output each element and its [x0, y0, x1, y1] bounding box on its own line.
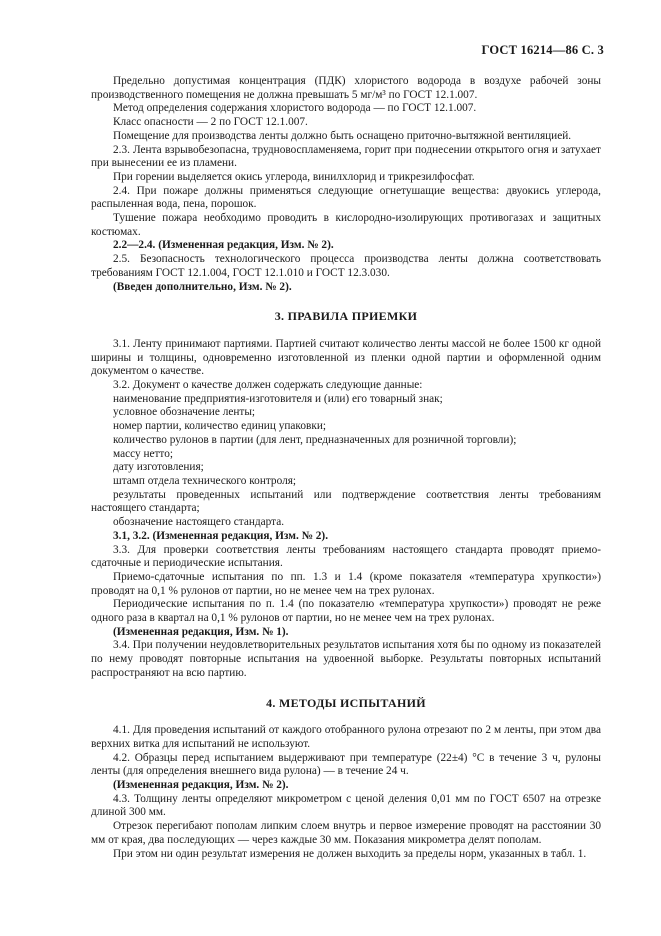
- list-item: условное обозначение ленты;: [113, 406, 256, 419]
- paragraph: Тушение пожара необходимо проводить в кислородно-изолирующих противогазах и защитных костюмах.: [91, 212, 601, 238]
- paragraph: 3.3. Для проверки соответствия ленты требованиям настоящего стандарта проводят приемо-сдаточные и периодические испытания.: [91, 543, 601, 570]
- paragraph: Приемо-сдаточные испытания по пп. 1.3 и 1.4 (кроме показателя «температура хрупкости») проводят на 0,1 % рулонов от партии, но не менее чем на трех рулонах.: [91, 570, 601, 597]
- list-item: обозначение настоящего стандарта.: [113, 516, 285, 529]
- amendment-note: 2.2—2.4. (Измененная редакция, Изм. № 2).: [113, 239, 334, 252]
- amendment-note: (Введен дополнительно, Изм. № 2).: [113, 280, 292, 293]
- paragraph: 2.5. Безопасность технологического процесса производства ленты должна соответствовать требованиям ГОСТ 12.1.004, ГОСТ 12.1.010 и ГОСТ 12.3.030.: [91, 253, 601, 279]
- paragraph: 2.3. Лента взрывобезопасна, трудновоспламеняема, горит при поднесении открытого огня и затухает при вынесении ее из пламени.: [91, 143, 601, 170]
- paragraph: Периодические испытания по п. 1.4 (по показателю «температура хрупкости») проводят не реже одного раза в квартал на 0,1 % рулонов от партии, но не менее чем на трех рулонах.: [91, 598, 601, 625]
- document-body: [91, 75, 601, 861]
- list-item: номер партии, количество единиц упаковки;: [113, 420, 327, 433]
- list-item: количество рулонов в партии (для лент, предназначенных для розничной торговли);: [113, 433, 517, 446]
- amendment-note: (Измененная редакция, Изм. № 2).: [113, 779, 289, 792]
- section-heading: 4. МЕТОДЫ ИСПЫТАНИЙ: [266, 695, 426, 710]
- paragraph: 3.4. При получении неудовлетворительных результатов испытания хотя бы по одному из показателей по нему проводят повторные испытания на удвоенной выборке. Результаты повторных испытаний распространяют на всю партию.: [91, 639, 601, 679]
- list-item: дату изготовления;: [113, 461, 204, 474]
- paragraph: 3.1. Ленту принимают партиями. Партией считают количество ленты массой не более 1500 кг одной ширины и толщины, одновременно изготовленной из пленки одной партии и оформленной одним документом о качестве.: [91, 337, 601, 378]
- list-item: результаты проведенных испытаний или подтверждение соответствия ленты требованиям настоящего стандарта;: [91, 488, 601, 515]
- paragraph: При горении выделяется окись углерода, винилхлорид и трикрезилфосфат.: [113, 170, 475, 183]
- paragraph: 4.2. Образцы перед испытанием выдерживают при температуре (22±4) °С в течение 3 ч, рулоны ленты (для определения внешнего вида рулона) — в течение 24 ч.: [91, 751, 601, 778]
- amendment-note: (Измененная редакция, Изм. № 1).: [113, 625, 289, 638]
- paragraph: При этом ни один результат измерения не должен выходить за пределы норм, указанных в табл. 1.: [113, 847, 587, 860]
- paragraph: 3.2. Документ о качестве должен содержать следующие данные:: [113, 379, 423, 392]
- amendment-note: 3.1, 3.2. (Измененная редакция, Изм. № 2).: [113, 529, 329, 542]
- paragraph: Метод определения содержания хлористого водорода — по ГОСТ 12.1.007.: [113, 102, 477, 115]
- paragraph: Отрезок перегибают пополам липким слоем внутрь и первое измерение проводят на расстоянии 30 мм от края, два последующих — через каждые 30 мм. Показания микрометра делят пополам.: [91, 820, 601, 846]
- paragraph: Предельно допустимая концентрация (ПДК) хлористого водорода в воздухе рабочей зоны производственного помещения не должна превышать 5 мг/м³ по ГОСТ 12.1.007.: [91, 75, 601, 101]
- list-item: штамп отдела технического контроля;: [113, 474, 297, 487]
- paragraph: Помещение для производства ленты должно быть оснащено приточно-вытяжной вентиляцией.: [113, 129, 572, 142]
- paragraph: 4.3. Толщину ленты определяют микрометром с ценой деления 0,01 мм по ГОСТ 6507 на отрезке длиной 300 мм.: [91, 792, 601, 819]
- list-item: наименование предприятия-изготовителя и (или) его товарный знак;: [113, 392, 443, 405]
- paragraph: 4.1. Для проведения испытаний от каждого отобранного рулона отрезают по 2 м ленты, при этом два верхних витка для испытаний не используют.: [91, 724, 601, 750]
- paragraph: 2.4. При пожаре должны применяться следующие огнетушащие вещества: двуокись углерода, распыленная вода, пена, порошок.: [91, 184, 601, 211]
- section-heading: 3. ПРАВИЛА ПРИЕМКИ: [274, 309, 418, 324]
- paragraph: Класс опасности — 2 по ГОСТ 12.1.007.: [113, 116, 308, 129]
- page-header: ГОСТ 16214—86 С. 3: [481, 43, 604, 57]
- list-item: массу нетто;: [113, 447, 174, 460]
